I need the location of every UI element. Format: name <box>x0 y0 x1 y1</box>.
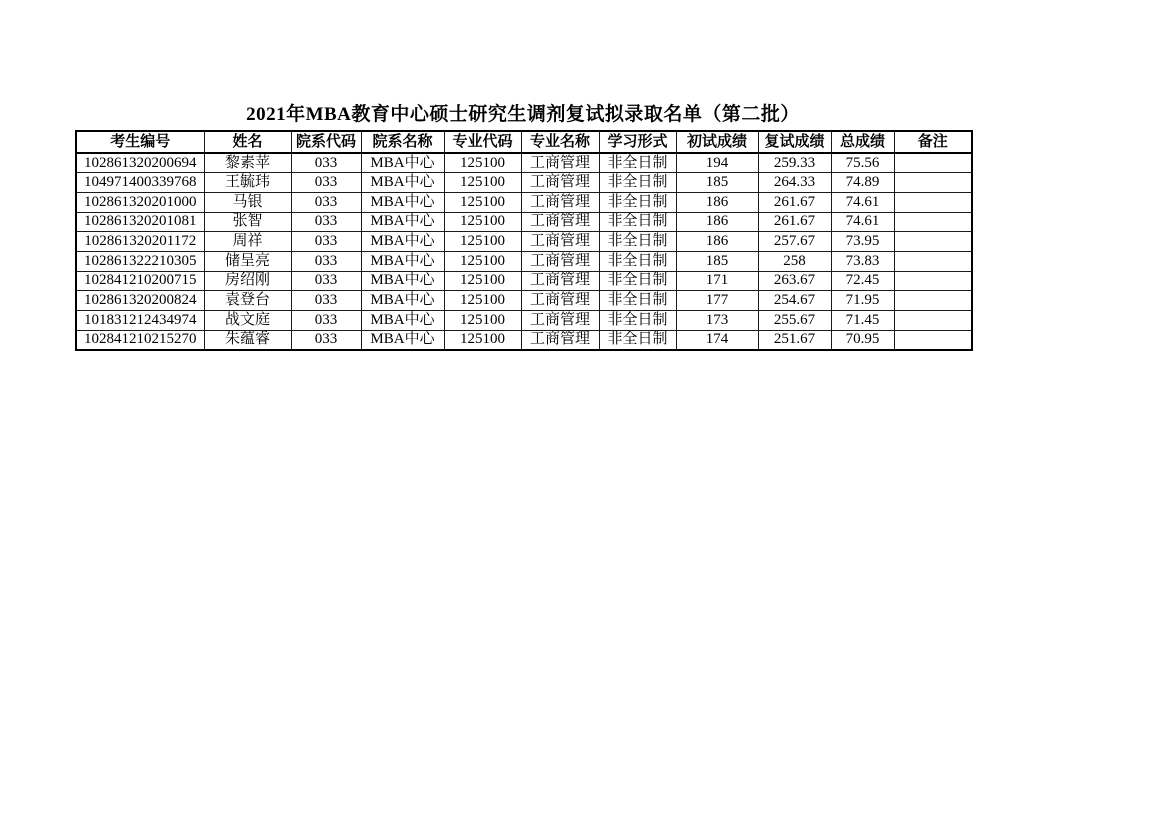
table-cell: MBA中心 <box>361 330 444 350</box>
table-row <box>76 291 972 311</box>
table-cell: 非全日制 <box>599 330 676 350</box>
table-cell: 工商管理 <box>521 311 599 331</box>
table-row <box>76 271 972 291</box>
table-cell: 71.95 <box>831 291 894 311</box>
table-cell: 177 <box>676 291 758 311</box>
table-cell: 033 <box>291 291 361 311</box>
table-cell: MBA中心 <box>361 212 444 232</box>
table-cell <box>894 271 972 291</box>
table-body <box>76 153 972 350</box>
table-cell: 254.67 <box>758 291 831 311</box>
table-cell: MBA中心 <box>361 251 444 271</box>
table-cell <box>894 251 972 271</box>
table-cell: 工商管理 <box>521 251 599 271</box>
table-cell: 74.61 <box>831 192 894 212</box>
table-cell: 251.67 <box>758 330 831 350</box>
table-cell: 173 <box>676 311 758 331</box>
table-cell: 朱蕴睿 <box>204 330 291 350</box>
column-header: 院系代码 <box>291 131 361 153</box>
table-cell: 125100 <box>444 212 521 232</box>
table-cell: 258 <box>758 251 831 271</box>
table-cell: MBA中心 <box>361 192 444 212</box>
column-header: 复试成绩 <box>758 131 831 153</box>
table-cell: 102861320200694 <box>76 153 204 173</box>
table-cell: 70.95 <box>831 330 894 350</box>
table-cell: 125100 <box>444 311 521 331</box>
table-cell: 74.89 <box>831 173 894 193</box>
table-cell: 张智 <box>204 212 291 232</box>
table-cell: 非全日制 <box>599 192 676 212</box>
table-cell: 261.67 <box>758 192 831 212</box>
table-header-row <box>76 131 972 153</box>
table-cell: 102861320201081 <box>76 212 204 232</box>
table-cell: 非全日制 <box>599 271 676 291</box>
table-cell: 125100 <box>444 153 521 173</box>
table-cell: 125100 <box>444 271 521 291</box>
table-cell <box>894 192 972 212</box>
table-cell: 261.67 <box>758 212 831 232</box>
table-cell: 185 <box>676 173 758 193</box>
table-cell: 255.67 <box>758 311 831 331</box>
table-cell: 马银 <box>204 192 291 212</box>
table-cell: 工商管理 <box>521 291 599 311</box>
table-cell: 033 <box>291 271 361 291</box>
table-cell: 非全日制 <box>599 212 676 232</box>
column-header: 专业名称 <box>521 131 599 153</box>
table-cell: 186 <box>676 232 758 252</box>
table-cell: 工商管理 <box>521 232 599 252</box>
table-row <box>76 251 972 271</box>
table-cell: 王毓玮 <box>204 173 291 193</box>
table-cell <box>894 173 972 193</box>
table-cell: 非全日制 <box>599 153 676 173</box>
column-header: 姓名 <box>204 131 291 153</box>
table-cell: 033 <box>291 212 361 232</box>
table-cell: 非全日制 <box>599 251 676 271</box>
table-cell: 72.45 <box>831 271 894 291</box>
table-cell: 259.33 <box>758 153 831 173</box>
table-cell: 工商管理 <box>521 271 599 291</box>
table-cell: 工商管理 <box>521 192 599 212</box>
table-cell: MBA中心 <box>361 291 444 311</box>
table-cell: 73.95 <box>831 232 894 252</box>
table-row <box>76 330 972 350</box>
table-cell: 非全日制 <box>599 173 676 193</box>
table-cell <box>894 153 972 173</box>
table-cell: 73.83 <box>831 251 894 271</box>
table-row <box>76 173 972 193</box>
column-header: 考生编号 <box>76 131 204 153</box>
table-cell: 125100 <box>444 330 521 350</box>
table-cell: 房绍刚 <box>204 271 291 291</box>
table-cell: 71.45 <box>831 311 894 331</box>
table-cell <box>894 232 972 252</box>
table-cell: 非全日制 <box>599 232 676 252</box>
table-cell: MBA中心 <box>361 153 444 173</box>
table-cell: 袁登台 <box>204 291 291 311</box>
table-cell: 战文庭 <box>204 311 291 331</box>
column-header: 院系名称 <box>361 131 444 153</box>
table-cell: 125100 <box>444 192 521 212</box>
column-header: 总成绩 <box>831 131 894 153</box>
table-cell: 102841210200715 <box>76 271 204 291</box>
table-cell: 125100 <box>444 173 521 193</box>
table-cell: 102861320201172 <box>76 232 204 252</box>
table-cell: 171 <box>676 271 758 291</box>
table-cell: 174 <box>676 330 758 350</box>
table-cell: 033 <box>291 232 361 252</box>
table-row <box>76 232 972 252</box>
table-cell: 工商管理 <box>521 212 599 232</box>
admission-roster-table <box>75 130 973 351</box>
table-cell: 033 <box>291 153 361 173</box>
table-cell <box>894 212 972 232</box>
table-cell: 186 <box>676 212 758 232</box>
table-row <box>76 212 972 232</box>
table-cell <box>894 330 972 350</box>
table-cell: 74.61 <box>831 212 894 232</box>
table-cell: 非全日制 <box>599 291 676 311</box>
table-cell: 125100 <box>444 251 521 271</box>
table-cell <box>894 291 972 311</box>
table-cell: MBA中心 <box>361 271 444 291</box>
table-cell <box>894 311 972 331</box>
column-header: 专业代码 <box>444 131 521 153</box>
table-cell: 102861320201000 <box>76 192 204 212</box>
table-cell: 033 <box>291 311 361 331</box>
column-header: 学习形式 <box>599 131 676 153</box>
table-cell: 104971400339768 <box>76 173 204 193</box>
table-row <box>76 311 972 331</box>
table-cell: 264.33 <box>758 173 831 193</box>
table-cell: 033 <box>291 330 361 350</box>
table-cell: 101831212434974 <box>76 311 204 331</box>
table-cell: 工商管理 <box>521 173 599 193</box>
table-cell: MBA中心 <box>361 173 444 193</box>
table-row <box>76 192 972 212</box>
column-header: 初试成绩 <box>676 131 758 153</box>
table-cell: 非全日制 <box>599 311 676 331</box>
table-cell: 263.67 <box>758 271 831 291</box>
table-cell: 周祥 <box>204 232 291 252</box>
table-cell: 工商管理 <box>521 153 599 173</box>
table-cell: 储呈亮 <box>204 251 291 271</box>
table-cell: 102861320200824 <box>76 291 204 311</box>
table-cell: 工商管理 <box>521 330 599 350</box>
column-header: 备注 <box>894 131 972 153</box>
table-cell: 194 <box>676 153 758 173</box>
table-cell: 033 <box>291 251 361 271</box>
page-title: 2021年MBA教育中心硕士研究生调剂复试拟录取名单（第二批） <box>246 104 800 125</box>
table-cell: 102841210215270 <box>76 330 204 350</box>
table-cell: 102861322210305 <box>76 251 204 271</box>
table-cell: 033 <box>291 192 361 212</box>
table-cell: MBA中心 <box>361 232 444 252</box>
table-cell: 125100 <box>444 232 521 252</box>
table-cell: 75.56 <box>831 153 894 173</box>
table-cell: 185 <box>676 251 758 271</box>
table-cell: MBA中心 <box>361 311 444 331</box>
table-cell: 125100 <box>444 291 521 311</box>
table-cell: 黎素苹 <box>204 153 291 173</box>
table-cell: 033 <box>291 173 361 193</box>
table-row <box>76 153 972 173</box>
table-cell: 257.67 <box>758 232 831 252</box>
table-cell: 186 <box>676 192 758 212</box>
